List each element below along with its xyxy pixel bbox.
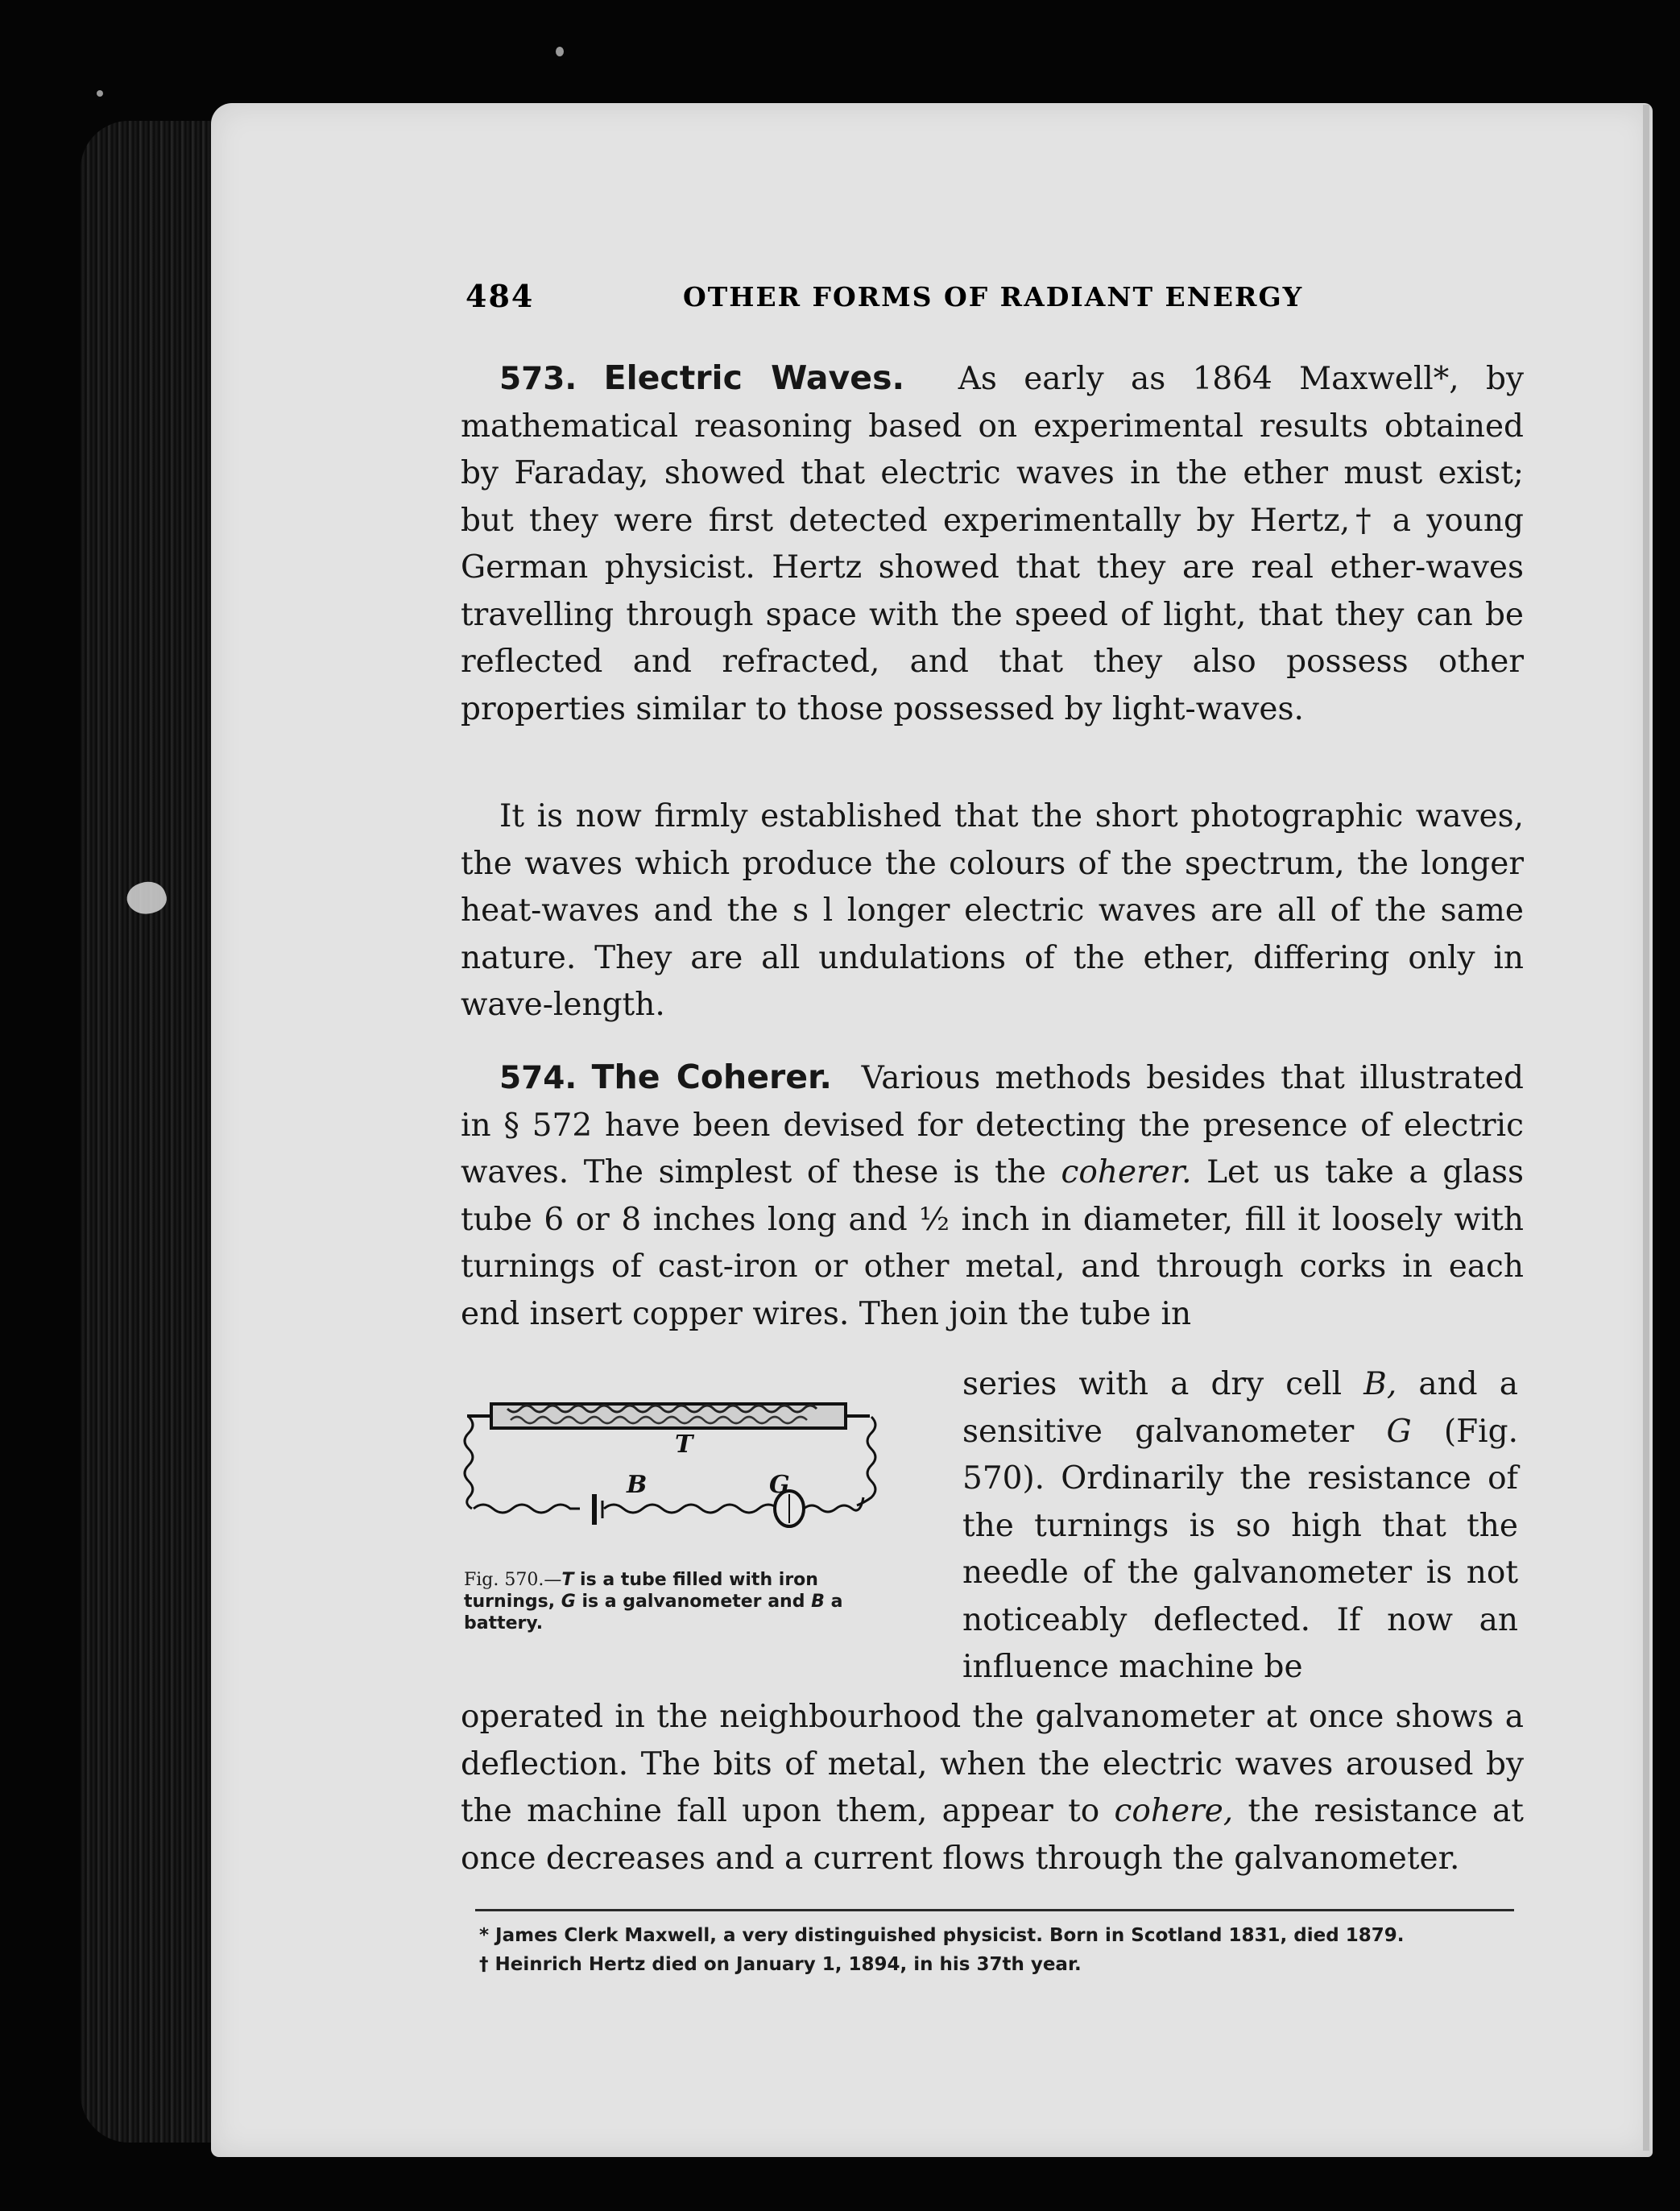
section-574-paragraph — [461, 1054, 1524, 1338]
caption-symbol-t: T — [561, 1570, 574, 1590]
section-title: The Coherer. — [591, 1058, 832, 1096]
caption-text-3: a battery. — [464, 1592, 843, 1633]
caption-symbol-b: B — [811, 1592, 825, 1612]
section-574-text-3: operated in the neighbourhood the galvanometer at once shows a deflection. The bits of metal, when the electric waves aroused by the machine fall upon them, appear to — [461, 1699, 1524, 1829]
term-cohere: cohere, — [1114, 1793, 1234, 1829]
coiled-wire — [804, 1497, 863, 1512]
section-number: 574. — [499, 1060, 577, 1096]
wrap-text-2: and a sensitive galvanometer — [962, 1366, 1518, 1450]
dust-speck — [556, 47, 564, 56]
section-574-text-2: Let us take a glass tube 6 or 8 inches long and ½ inch in diameter, fill it loosely with turnings of cast-iron or other metal, and through corks in each end insert copper wires. Then join the tube in — [461, 1154, 1524, 1332]
symbol-g: G — [1386, 1413, 1412, 1450]
caption-symbol-g: G — [561, 1592, 576, 1612]
running-head — [466, 278, 1319, 315]
footnote-hertz: † Heinrich Hertz died on January 1, 1894, in his 37th year. — [479, 1954, 1082, 1975]
figure-570-caption — [464, 1569, 899, 1634]
coiled-wire — [465, 1417, 473, 1509]
wrap-text-1: series with a dry cell — [962, 1366, 1343, 1402]
wrap-text-3: (Fig. 570). Ordinarily the resistance of the turnings is so high that the needle of the galvanometer is not noticeably deflected. If now an influence machine be — [962, 1413, 1519, 1685]
coiled-wire — [857, 1417, 875, 1505]
section-573-paragraph — [461, 354, 1524, 733]
section-574-text-1: Various methods besides that illustrated in § 572 have been devised for detecting the presence of electric waves. The simplest of these is the — [461, 1060, 1525, 1190]
paragraph-2-text: It is now firmly established that the short photographic waves, the waves which produce the colours of the spectrum, the longer heat-waves and the s l longer electric waves are all of the same nature. They are all undulations of the ether, differing only in wave-length. — [461, 798, 1524, 1023]
section-title: Electric Waves. — [603, 358, 905, 397]
running-head-title: OTHER FORMS OF RADIANT ENERGY — [683, 281, 1304, 313]
footnotes — [479, 1921, 1526, 1979]
footnote-rule — [475, 1909, 1514, 1911]
figure-570-coherer-circuit — [459, 1397, 894, 1551]
paragraph-ether-waves — [461, 793, 1524, 1029]
section-573-text: As early as 1864 Maxwell*, by mathematical reasoning based on experimental results obtained by Faraday, showed that electric waves in the ether must exist; but they were first detected experimentally by Hertz,† a young German physicist. Hertz showed that they are real ether-waves travelling through space with the speed of light, that they can be reflected and refracted, and that they also possess other properties similar to those possessed by light-waves. — [461, 361, 1524, 727]
symbol-b: B, — [1363, 1366, 1397, 1402]
section-number: 573. — [499, 361, 577, 397]
coiled-wire — [474, 1505, 580, 1513]
caption-text-1: is a tube filled with iron turnings, — [464, 1570, 818, 1612]
coiled-wire — [604, 1505, 784, 1513]
label-g: G — [769, 1471, 790, 1499]
dust-speck — [97, 90, 103, 97]
page-edge — [1643, 105, 1649, 2151]
label-t: T — [675, 1431, 693, 1459]
label-b: B — [627, 1471, 648, 1499]
wrapped-text-beside-figure — [962, 1361, 1518, 1691]
caption-text-2: is a galvanometer and — [581, 1592, 805, 1612]
section-574-continuation — [461, 1694, 1524, 1882]
page-number: 484 — [466, 278, 535, 314]
section-574-text-4: the resistance at once decreases and a current flows through the galvanometer. — [461, 1793, 1524, 1877]
footnote-maxwell: * James Clerk Maxwell, a very distinguished physicist. Born in Scotland 1831, died 1879. — [479, 1925, 1405, 1946]
caption-figure-label: Fig. 570.— — [464, 1570, 562, 1590]
book-spine — [81, 121, 217, 2143]
term-coherer: coherer. — [1061, 1154, 1192, 1190]
